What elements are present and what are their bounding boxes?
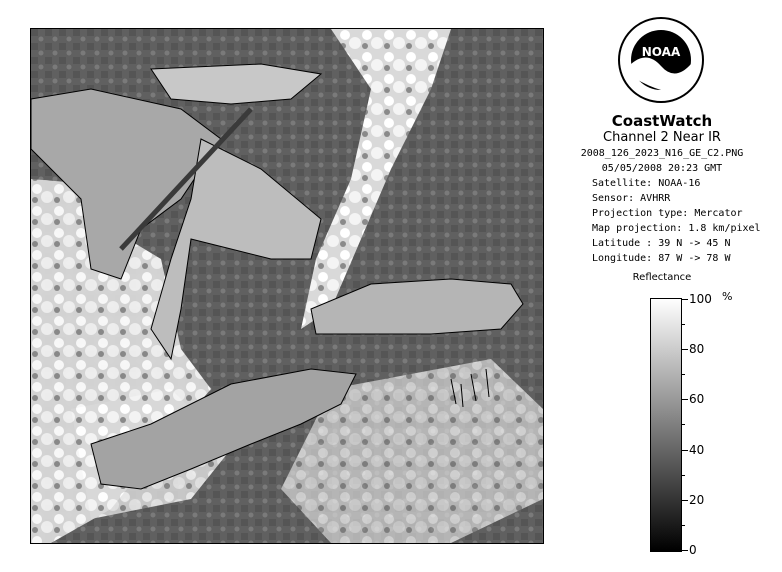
latitude: Latitude : 39 N -> 45 N [592,238,731,249]
channel-label: Channel 2 Near IR [603,130,721,145]
tick-minor [682,475,685,476]
tick-minor [682,374,685,375]
noaa-logo [617,16,705,104]
tick-label: 40 [689,443,705,457]
tick-minor [682,525,685,526]
tick-label: 20 [689,493,705,507]
legend-title: Reflectance [632,272,692,283]
legend-unit: % [722,290,733,303]
tick-label: 100 [689,292,712,306]
tick-100 [682,299,688,300]
sensor: Sensor: AVHRR [592,193,671,204]
satellite-image[interactable] [30,28,544,544]
metadata-block [562,146,772,266]
page-title: CoastWatch [611,112,713,130]
tick-60 [682,399,688,400]
tick-minor [682,324,685,325]
tick-0 [682,550,688,551]
tick-minor [682,424,685,425]
satellite: Satellite: NOAA-16 [592,178,701,189]
filename: 2008_126_2023_N16_GE_C2.PNG [580,148,744,159]
map-projection: Map projection: 1.8 km/pixel [592,223,761,234]
colorbar [650,298,682,552]
tick-label: 0 [689,543,697,557]
tick-20 [682,500,688,501]
tick-label: 80 [689,342,705,356]
datetime: 05/05/2008 20:23 GMT [601,163,723,174]
map-canvas [31,29,543,543]
logo-text: NOAA [641,45,681,59]
tick-label: 60 [689,392,705,406]
projection-type: Projection type: Mercator [592,208,743,219]
tick-40 [682,450,688,451]
longitude: Longitude: 87 W -> 78 W [592,253,731,264]
tick-80 [682,349,688,350]
